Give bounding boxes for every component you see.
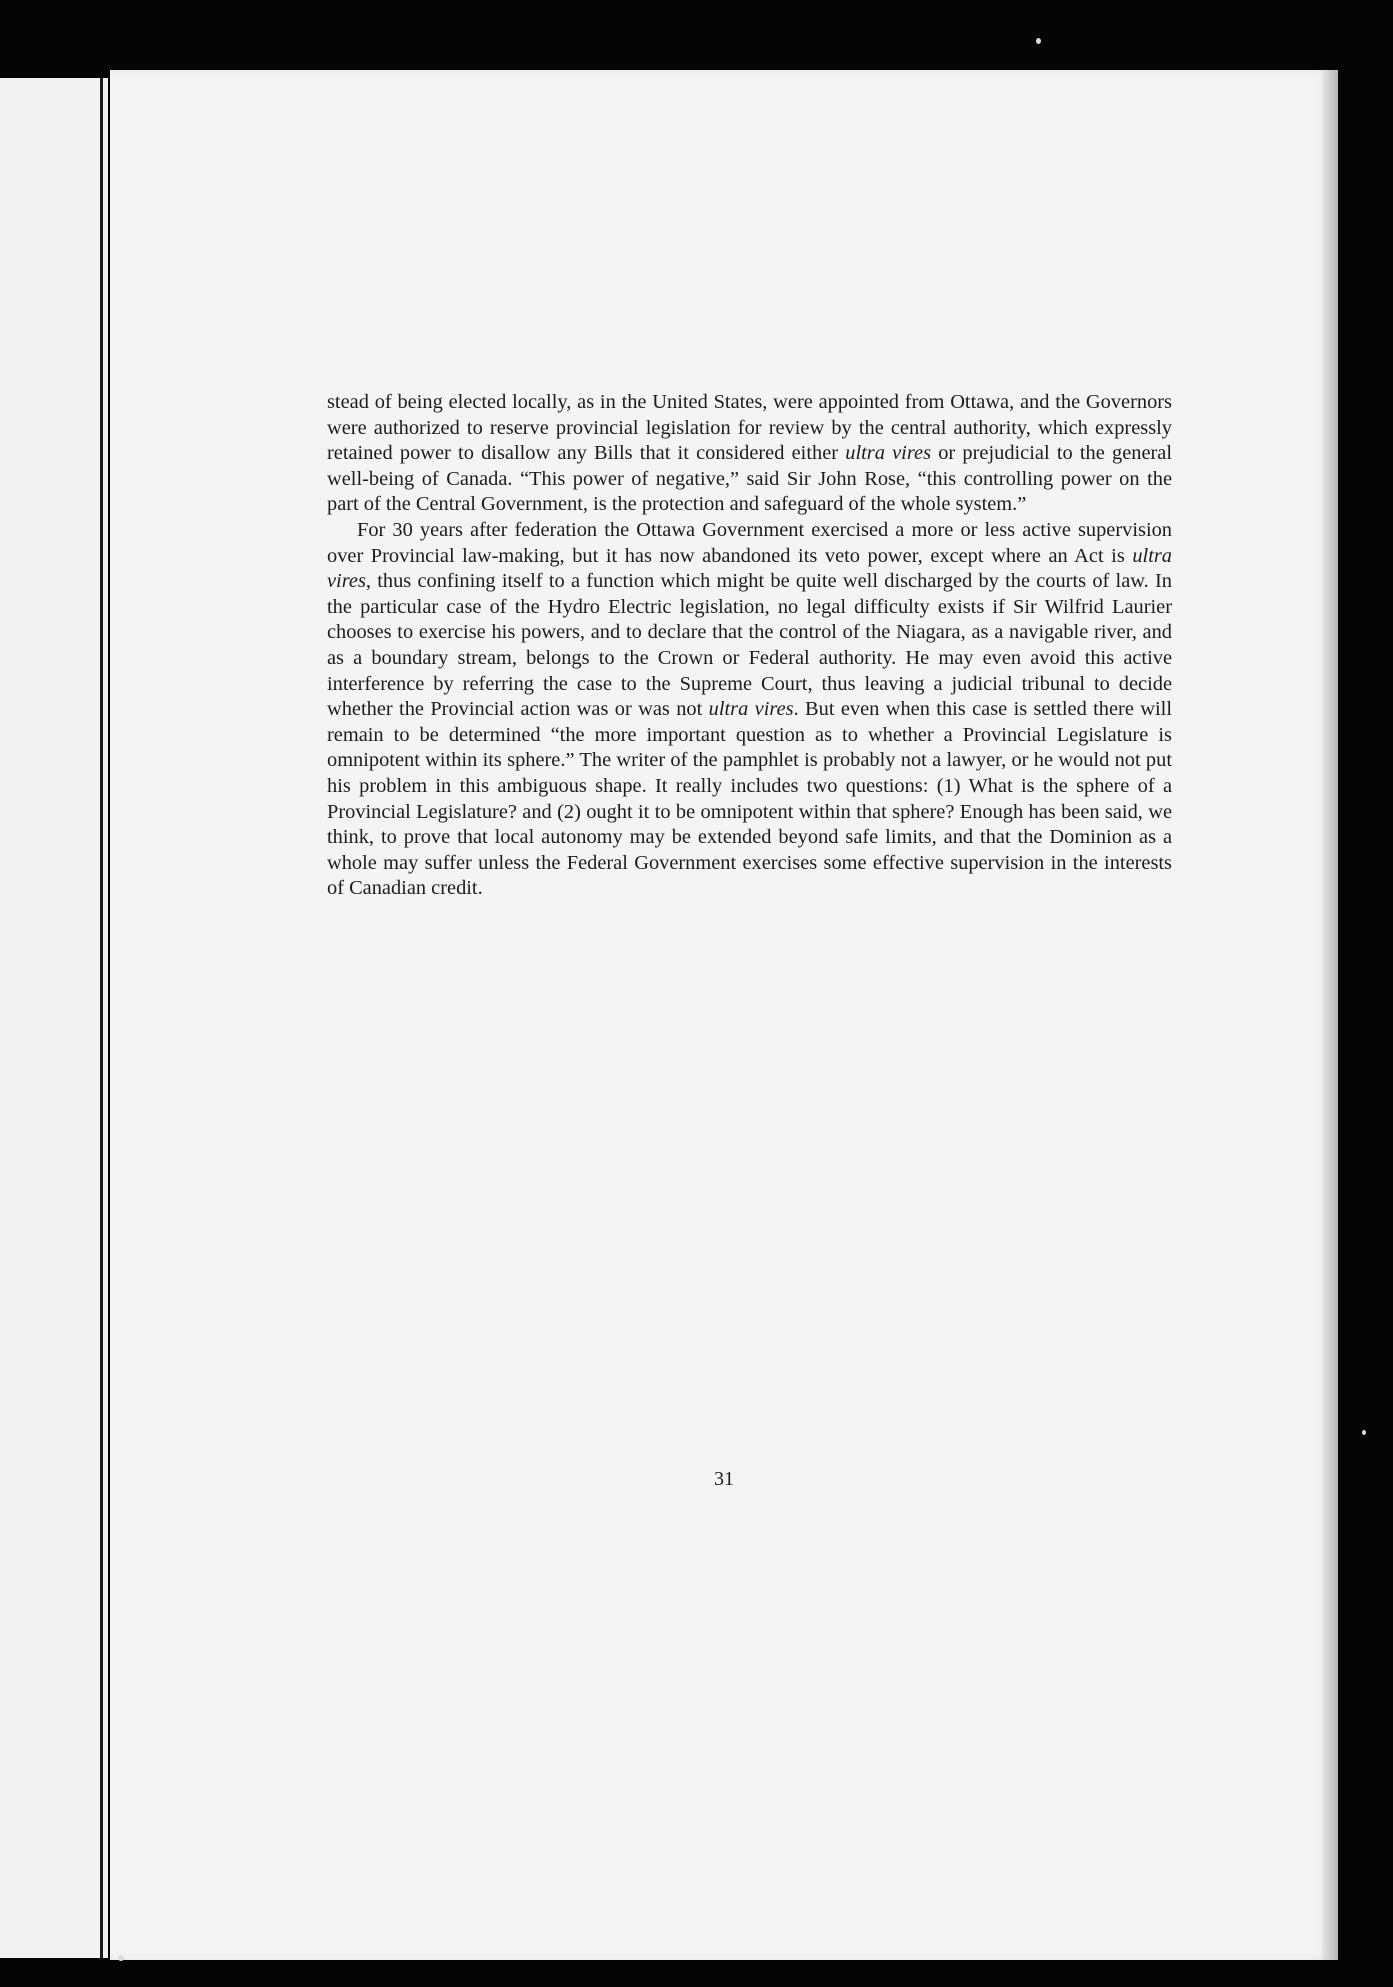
paragraph-text: , thus confining itself to a function which might be quite well discharged by the courts of law. In the particular case of the Hydro Electric legislation, no legal difficulty exists if Sir Wilfrid Laurier chooses to exercise his powers, and to declare that the control of the Niagara, as a navigable river, and as a boundary stream, belongs to the Crown or Federal authority. He may even avoid this active interference by referring the case to the Supreme Court, thus leaving a judicial tribunal to decide whether the Provincial action was or was not	[327, 570, 1172, 721]
paragraph-text: . But even when this case is settled there will remain to be determined “the more important question as to whether a Provincial Legislature is omnipotent within its sphere.” The writer of the pamphlet is probably not a lawyer, or he would not put his problem in this ambiguous shape. It really includes two questions: (1) What is the sphere of a Provincial Legislature? and (2) ought it to be omnipotent within that sphere? Enough has been said, we think, to prove that local autonomy may be extended beyond safe limits, and that the Dominion as a whole may suffer unless the Federal Government exercises some effective supervision in the interests of Canadian credit.	[327, 698, 1172, 900]
previous-page-edge	[0, 78, 108, 1958]
paragraph	[327, 390, 1172, 518]
dust-speck	[1362, 1430, 1366, 1435]
book-page	[110, 70, 1338, 1960]
page-edge-shadow	[1322, 70, 1338, 1960]
italic-term: ultra vires	[845, 442, 932, 465]
gutter-binding	[100, 78, 103, 1958]
paragraph-text: For 30 years after federation the Ottawa Government exercised a more or less active supervision over Provincial law-making, but it has now abandoned its veto power, except where an Act is	[327, 518, 1172, 567]
italic-term: ultra vires	[327, 544, 1172, 593]
italic-term: ultra vires	[708, 698, 794, 721]
page-number: 31	[714, 1468, 734, 1490]
dust-speck	[1036, 38, 1041, 44]
paragraph-text: or prejudicial to the general well-being of Canada. “This power of negative,” said Sir John Rose, “this controlling power on the part of the Central Government, is the protection and safeguard of the whole system.”	[327, 442, 1172, 516]
paragraph	[327, 518, 1172, 902]
body-text	[327, 390, 1172, 902]
dust-speck	[118, 1955, 124, 1961]
paragraph-text: stead of being elected locally, as in the United States, were appointed from Ottawa, and the Governors were authorized to reserve provincial legislation for review by the central authority, which expressly retained power to disallow any Bills that it considered either	[327, 391, 1172, 465]
